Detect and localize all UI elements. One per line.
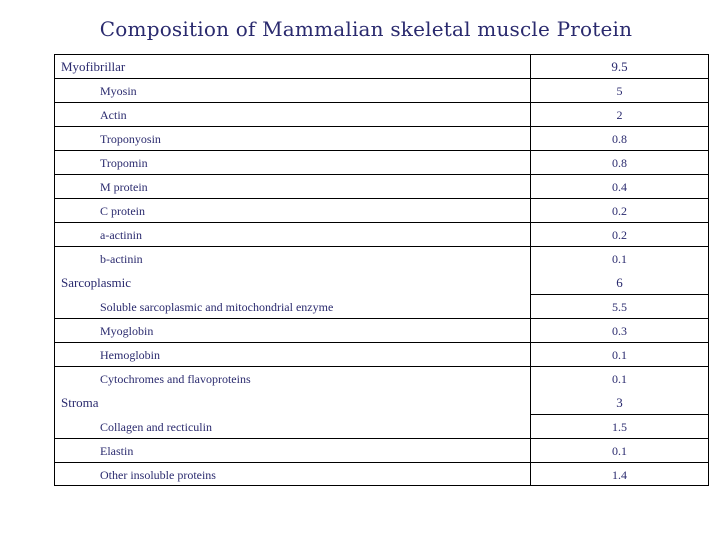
table-row-myoglobin xyxy=(55,319,708,343)
row-value: 1.5 xyxy=(612,420,627,434)
table-row-tropomin xyxy=(55,151,708,175)
row-value: 0.2 xyxy=(612,228,627,242)
row-value: 0.1 xyxy=(612,444,627,458)
table-row-myosin xyxy=(55,79,708,103)
row-label: b-actinin xyxy=(100,252,143,266)
row-value: 9.5 xyxy=(611,59,628,74)
table-row-myofibrillar xyxy=(55,55,708,79)
table-row-troponyosin xyxy=(55,127,708,151)
row-value: 3 xyxy=(616,395,623,410)
row-label: Cytochromes and flavoproteins xyxy=(100,372,251,386)
table-row-cytochromes xyxy=(55,367,708,391)
table-row-stroma xyxy=(55,391,708,415)
row-label: Tropomin xyxy=(100,156,148,170)
row-label: Sarcoplasmic xyxy=(61,275,132,290)
row-value: 5 xyxy=(616,84,623,98)
row-value: 0.3 xyxy=(612,324,627,338)
table-row-soluble-sarcoplasmic xyxy=(55,295,708,319)
row-value: 2 xyxy=(616,108,623,122)
row-label: Hemoglobin xyxy=(100,348,160,362)
row-value: 0.1 xyxy=(612,372,627,386)
row-value: 0.1 xyxy=(612,252,627,266)
row-label: Actin xyxy=(100,108,127,122)
table-row-a-actinin xyxy=(55,223,708,247)
row-label: a-actinin xyxy=(100,228,142,242)
row-label: Elastin xyxy=(100,444,134,458)
table-row-collagen xyxy=(55,415,708,439)
table-row-other-insoluble xyxy=(55,463,708,487)
row-label: Myoglobin xyxy=(100,324,154,338)
row-value: 6 xyxy=(616,275,623,290)
row-value: 5.5 xyxy=(612,300,627,314)
row-value: 0.4 xyxy=(612,180,627,194)
table-row-sarcoplasmic xyxy=(55,271,708,295)
row-label: Collagen and recticulin xyxy=(100,420,212,434)
row-label: Other insoluble proteins xyxy=(100,468,216,482)
row-value: 0.8 xyxy=(612,132,627,146)
row-label: Myosin xyxy=(100,84,137,98)
row-label: C protein xyxy=(100,204,145,218)
row-label: Troponyosin xyxy=(100,132,161,146)
table-row-hemoglobin xyxy=(55,343,708,367)
table-row-m-protein xyxy=(55,175,708,199)
row-value: 0.8 xyxy=(612,156,627,170)
row-value: 0.1 xyxy=(612,348,627,362)
row-label: M protein xyxy=(100,180,148,194)
table-row-elastin xyxy=(55,439,708,463)
row-label: Soluble sarcoplasmic and mitochondrial enzyme xyxy=(100,300,334,314)
row-label: Myofibrillar xyxy=(61,59,126,74)
page-title: Composition of Mammalian skeletal muscle Protein xyxy=(99,17,633,41)
row-value: 0.2 xyxy=(612,204,627,218)
table-row-actin xyxy=(55,103,708,127)
row-value: 1.4 xyxy=(612,468,627,482)
table-row-c-protein xyxy=(55,199,708,223)
table-row-b-actinin xyxy=(55,247,708,271)
composition-table xyxy=(54,54,709,486)
row-label: Stroma xyxy=(61,395,99,410)
